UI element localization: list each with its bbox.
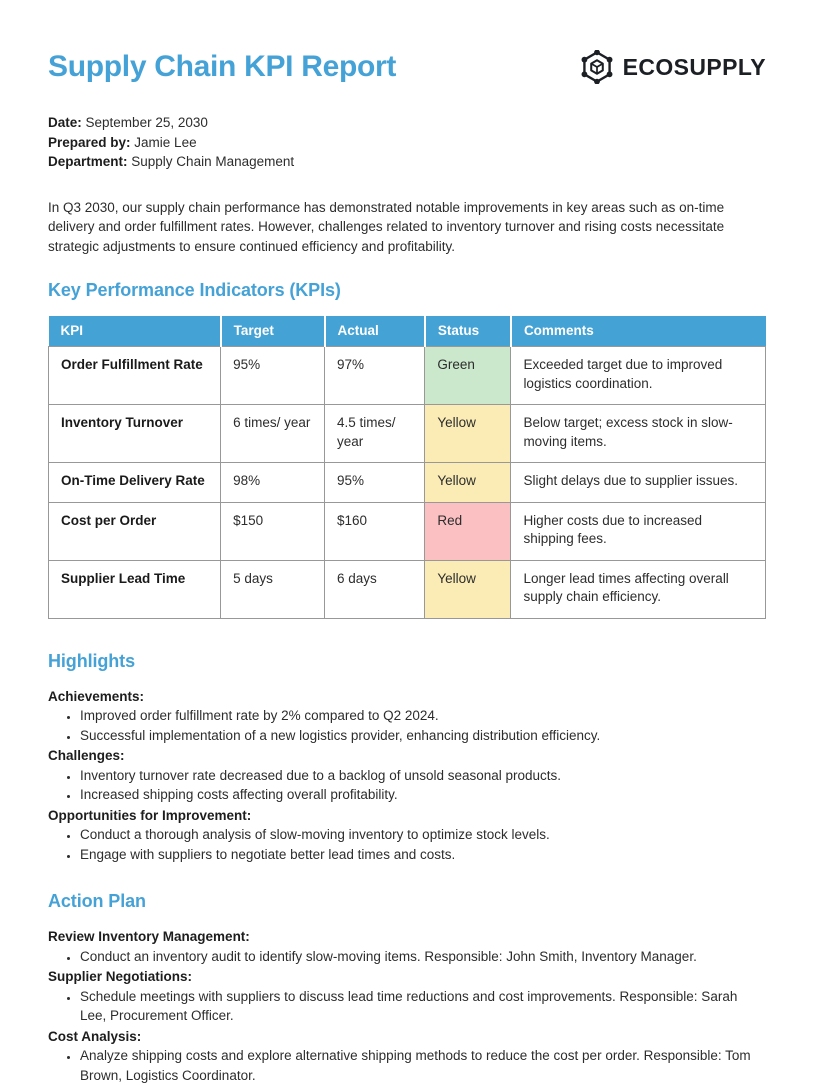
list-item: • Successful implementation of a new logistics provider, enhancing distribution efficiency. (79, 726, 766, 746)
meta-prepared-label: Prepared by: (48, 134, 131, 150)
opportunities-list (48, 825, 766, 864)
kpi-section-heading: Key Performance Indicators (KPIs) (48, 280, 341, 300)
meta-department-label: Department: (48, 154, 128, 169)
table-row (49, 560, 766, 618)
review-inventory-label: Review Inventory Management: (48, 929, 250, 944)
actual-cell: 6 days (325, 560, 425, 618)
kpi-name-cell: Supplier Lead Time (49, 560, 221, 618)
list-item: • Improved order fulfillment rate by 2% compared to Q2 2024. (79, 706, 766, 726)
supplier-negotiations-list (48, 987, 766, 1026)
kpi-name-cell: Order Fulfillment Rate (49, 347, 221, 405)
intro-paragraph: In Q3 2030, our supply chain performance has demonstrated notable improvements in key areas such as on-time delivery and order fulfillment rates. However, challenges related to inventory turnover and rising costs necessitate strategic adjustments to ensure continued efficiency and profitability. (48, 199, 725, 254)
opportunities-label: Opportunities for Improvement: (48, 807, 252, 823)
company-logo (580, 50, 766, 84)
highlights-heading: Highlights (48, 650, 135, 671)
supplier-negotiations-label: Supplier Negotiations: (48, 969, 193, 984)
meta-department (48, 152, 766, 172)
status-badge: Yellow (425, 463, 511, 503)
target-cell: 5 days (221, 560, 325, 618)
column-header-target: Target (221, 316, 325, 347)
list-item: • Inventory turnover rate decreased due to a backlog of unsold seasonal products. (79, 766, 766, 786)
target-cell: 6 times/ year (221, 405, 325, 463)
target-cell: 98% (221, 463, 325, 503)
list-item: • Increased shipping costs affecting overall profitability. (79, 785, 766, 805)
report-meta (48, 113, 766, 172)
table-row (49, 405, 766, 463)
status-badge: Red (425, 502, 511, 560)
list-item: • Schedule meetings with suppliers to discuss lead time reductions and cost improvements. Responsible: Sarah Lee, Procurement Officer. (79, 987, 766, 1026)
list-item: • Conduct a thorough analysis of slow-moving inventory to optimize stock levels. (79, 825, 766, 845)
meta-date-value: September 25, 2030 (85, 115, 208, 130)
actual-cell: $160 (325, 502, 425, 560)
comments-cell: Longer lead times affecting overall supply chain efficiency. (511, 560, 766, 618)
column-header-kpi: KPI (49, 316, 221, 347)
logo-text: ECOSUPPLY (622, 53, 766, 80)
list-item: • Conduct an inventory audit to identify slow-moving items. Responsible: John Smith, Inventory Manager. (79, 947, 766, 967)
comments-cell: Slight delays due to supplier issues. (511, 463, 766, 503)
status-badge: Yellow (425, 405, 511, 463)
meta-date-label: Date: (48, 115, 82, 130)
target-cell: $150 (221, 502, 325, 560)
kpi-table-header-row (49, 316, 766, 347)
kpi-name-cell: Cost per Order (49, 502, 221, 560)
meta-prepared-by (48, 133, 766, 153)
action-plan-heading: Action Plan (48, 891, 146, 911)
document-header (48, 50, 766, 84)
meta-prepared-value: Jamie Lee (134, 134, 197, 150)
list-item: • Engage with suppliers to negotiate better lead times and costs. (79, 845, 766, 865)
cost-analysis-list (48, 1046, 766, 1085)
comments-cell: Exceeded target due to improved logistics coordination. (511, 347, 766, 405)
actual-cell: 95% (325, 463, 425, 503)
comments-cell: Higher costs due to increased shipping fees. (511, 502, 766, 560)
target-cell: 95% (221, 347, 325, 405)
meta-department-value: Supply Chain Management (131, 154, 295, 169)
page-title: Supply Chain KPI Report (48, 50, 397, 83)
status-badge: Yellow (425, 560, 511, 618)
column-header-comments: Comments (511, 316, 766, 347)
comments-cell: Below target; excess stock in slow-moving items. (511, 405, 766, 463)
kpi-name-cell: Inventory Turnover (49, 405, 221, 463)
cost-analysis-label: Cost Analysis: (48, 1028, 142, 1044)
review-inventory-list (48, 947, 766, 967)
status-badge: Green (425, 347, 511, 405)
column-header-actual: Actual (325, 316, 425, 347)
highlights-section (48, 651, 766, 865)
column-header-status: Status (425, 316, 511, 347)
table-row (49, 347, 766, 405)
achievements-label: Achievements: (48, 688, 145, 704)
achievements-list (48, 706, 766, 745)
list-item: • Analyze shipping costs and explore alternative shipping methods to reduce the cost per order. Responsible: Tom Brown, Logistics Coordinator. (79, 1046, 766, 1085)
actual-cell: 4.5 times/ year (325, 405, 425, 463)
meta-date (48, 113, 766, 133)
challenges-label: Challenges: (48, 748, 125, 763)
ecosupply-hexagon-cube-icon (580, 50, 614, 84)
kpi-table (48, 316, 766, 619)
table-row (49, 463, 766, 503)
table-row (49, 502, 766, 560)
kpi-name-cell: On-Time Delivery Rate (49, 463, 221, 503)
actual-cell: 97% (325, 347, 425, 405)
challenges-list (48, 766, 766, 805)
